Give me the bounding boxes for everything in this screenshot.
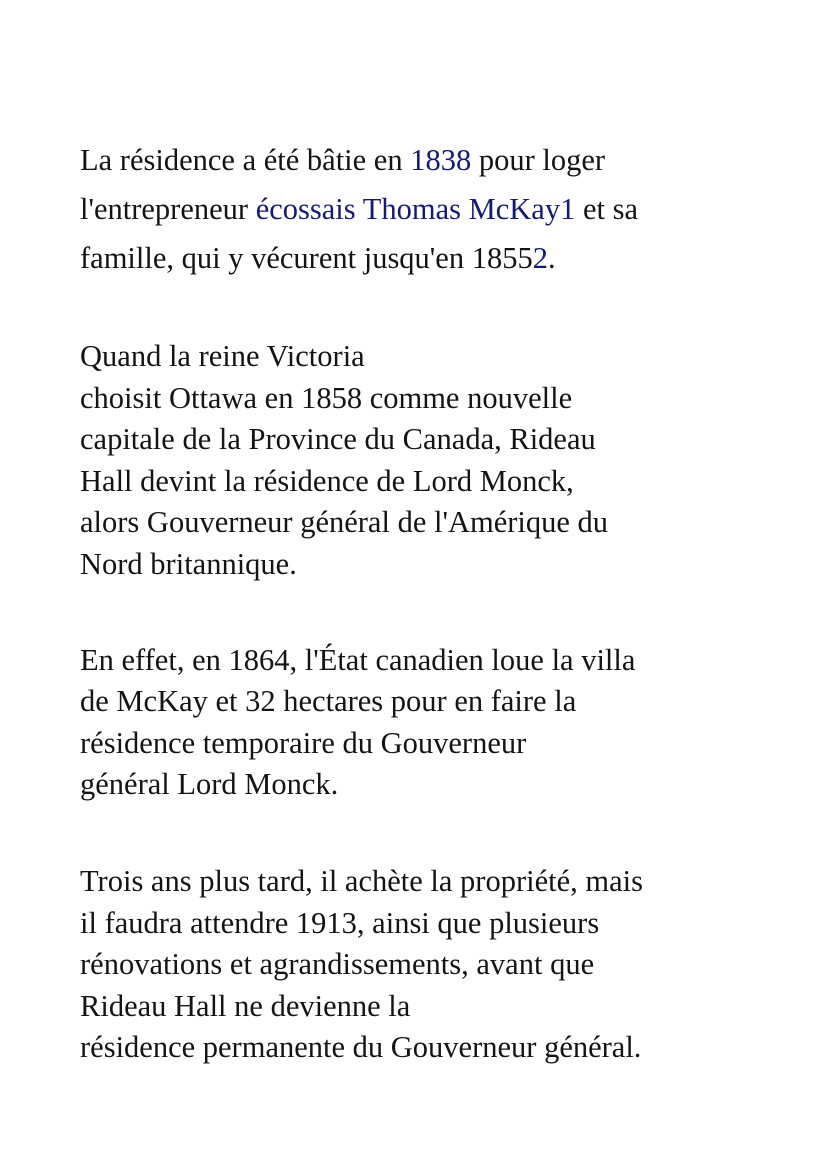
text: pour loger	[471, 143, 606, 177]
text: .	[547, 241, 556, 275]
document-body	[80, 136, 780, 1069]
text: et sa	[575, 192, 638, 226]
paragraph-purchase	[80, 861, 780, 1069]
line: général Lord Monck.	[80, 767, 339, 802]
line: Nord britannique.	[80, 546, 297, 581]
text: La résidence a été bâtie en	[80, 143, 411, 177]
line: Rideau Hall ne devienne la	[80, 988, 411, 1023]
line: il faudra attendre 1913, ainsi que plusieurs	[80, 905, 600, 940]
text: famille, qui y vécurent jusqu'en 1855	[80, 241, 533, 275]
link-1838[interactable]: 1838	[410, 143, 472, 177]
line: rénovations et agrandissements, avant que	[80, 947, 595, 982]
line: résidence temporaire du Gouverneur	[80, 725, 527, 760]
paragraph-victoria	[80, 336, 780, 586]
line: Quand la reine Victoria	[80, 339, 365, 373]
line: Hall devint la résidence de Lord Monck,	[80, 463, 574, 498]
line: de McKay et 32 hectares pour en faire la	[80, 684, 577, 719]
link-thomas-mckay[interactable]: écossais Thomas McKay1	[255, 192, 576, 226]
line: résidence permanente du Gouverneur général.	[80, 1030, 642, 1065]
line: choisit Ottawa en 1858 comme nouvelle	[80, 380, 573, 415]
line: En effet, en 1864, l'État canadien loue la villa	[80, 642, 636, 677]
line: capitale de la Province du Canada, Rideau	[80, 422, 596, 457]
paragraph-construction	[80, 136, 780, 283]
paragraph-1864-lease	[80, 640, 780, 806]
line: Trois ans plus tard, il achète la propriété, mais	[80, 863, 643, 898]
footnote-link-2[interactable]: 2	[532, 241, 548, 275]
text: l'entrepreneur	[80, 192, 256, 226]
line: alors Gouverneur général de l'Amérique du	[80, 505, 609, 540]
